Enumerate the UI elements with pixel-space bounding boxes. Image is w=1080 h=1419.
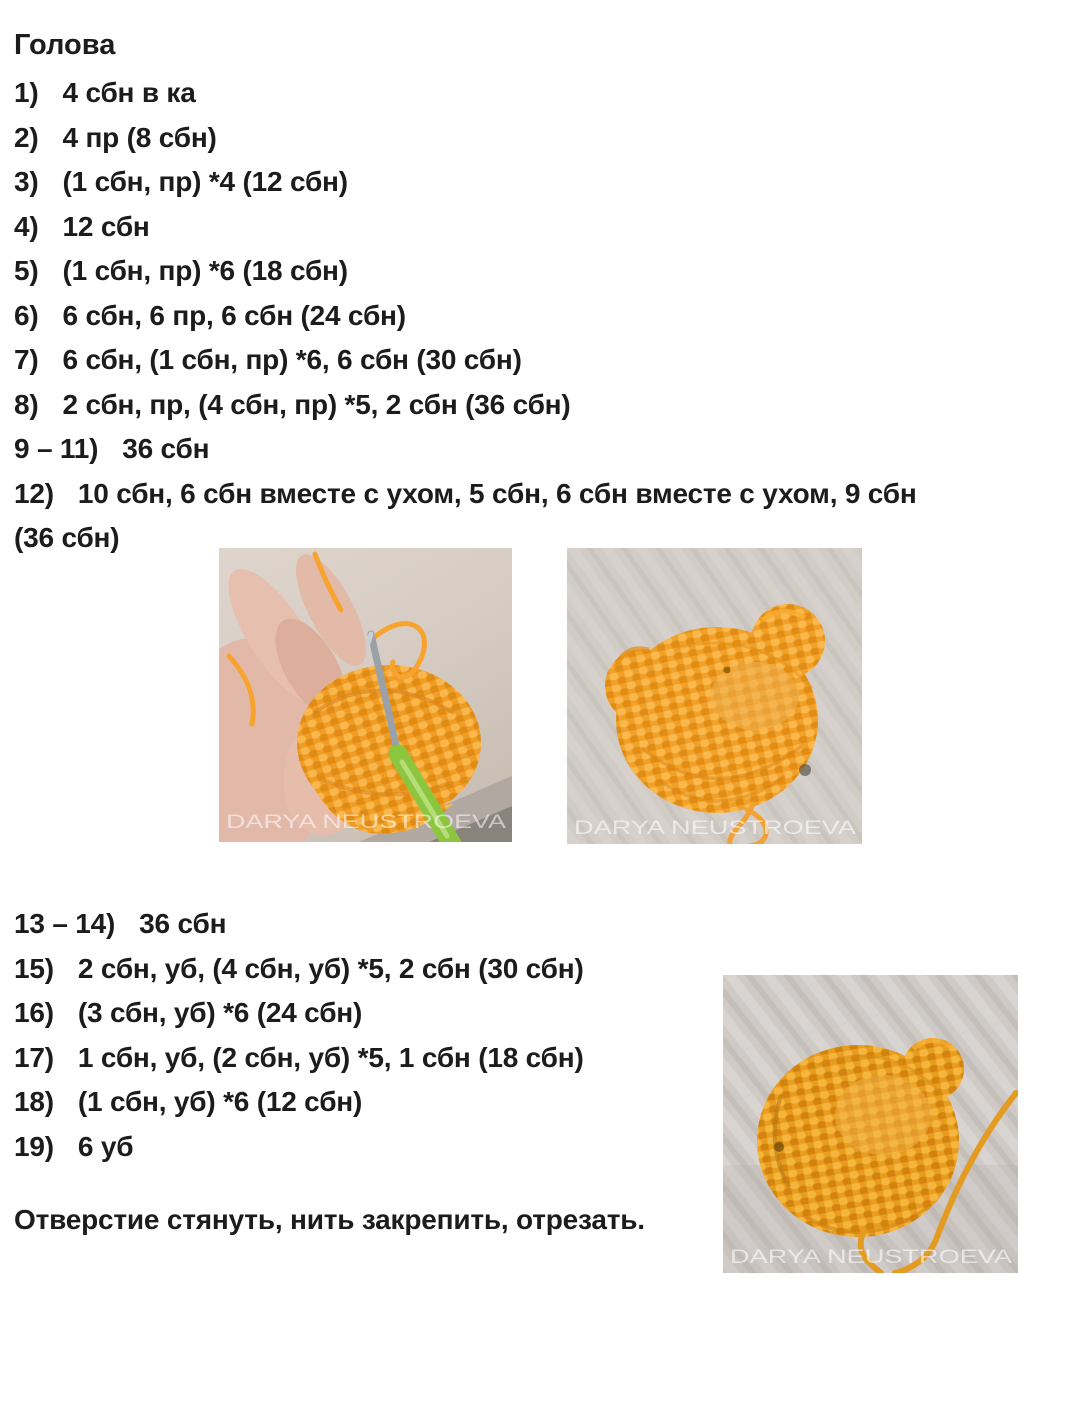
watermark-text: DARYA NEUSTROEVA [730,1247,1013,1268]
instructions-block-1 [14,22,1068,561]
instruction-row [14,71,1068,116]
instruction-row [14,902,1068,947]
row-text: (1 сбн, уб) *6 (12 сбн) [77,1086,363,1117]
instruction-row [14,383,1068,428]
row-text: 36 сбн [122,433,210,464]
row-text: (3 сбн, уб) *6 (24 сбн) [77,997,363,1028]
row-number: 1) [14,77,39,108]
row-text: (1 сбн, пр) *4 (12 сбн) [62,166,348,197]
page-title: Голова [14,29,116,61]
row-text: 10 сбн, 6 сбн вместе с ухом, 5 сбн, 6 сбн вместе с ухом, 9 сбн [77,477,917,509]
instruction-row [14,472,1068,517]
highlight [835,1075,931,1155]
row-number: 12) [14,477,54,509]
row-number: 8) [14,388,39,420]
photo-head-closed [723,975,1018,1273]
photo-head-with-ears [567,548,862,844]
muzzle-highlight [711,662,799,730]
row-number: 6) [14,299,39,331]
row-text: 4 пр (8 сбн) [62,121,217,153]
instruction-row [14,160,1068,205]
row-number: 13 – 14) [14,908,116,939]
instruction-row [14,116,1068,161]
instruction-row [14,294,1068,339]
row-number: 7) [14,344,39,375]
watermark-text: DARYA NEUSTROEVA [226,812,507,833]
row-number: 16) [14,997,54,1028]
closing-note: Отверстие стянуть, нить закрепить, отрезать. [14,1204,645,1235]
row-number: 15) [14,952,54,984]
row-number: 19) [14,1130,54,1162]
row-number: 5) [14,255,39,286]
instruction-row [14,338,1068,383]
row-number: 17) [14,1041,54,1073]
row-text: 2 сбн, уб, (4 сбн, уб) *5, 2 сбн (30 сбн) [77,952,584,984]
head-body [616,627,818,813]
stitch-hole [724,667,731,674]
instruction-row [14,427,1068,472]
row-number: 2) [14,121,39,153]
row-text: 2 сбн, пр, (4 сбн, пр) *5, 2 сбн (36 сбн) [62,388,571,420]
row-text: 12 сбн [62,210,150,242]
row-text: 4 сбн в ка [62,77,196,108]
instruction-row [14,249,1068,294]
instruction-row [14,205,1068,250]
photo-crocheting-hand [219,548,512,842]
row-number: 4) [14,210,39,242]
watermark-text: DARYA NEUSTROEVA [574,818,857,839]
row-text: 6 сбн, 6 пр, 6 сбн (24 сбн) [62,299,406,331]
row-number: 18) [14,1086,54,1117]
row-text: 6 уб [77,1130,134,1162]
row-number: 3) [14,166,39,197]
row-text: 36 сбн [139,908,227,939]
row-text: 1 сбн, уб, (2 сбн, уб) *5, 1 сбн (18 сбн) [77,1041,584,1073]
instruction-row-wrap: (36 сбн) [14,522,120,553]
dark-spot [774,1142,784,1152]
row-text: (1 сбн, пр) *6 (18 сбн) [62,255,348,286]
row-text: 6 сбн, (1 сбн, пр) *6, 6 сбн (30 сбн) [62,344,522,375]
row-number: 9 – 11) [14,433,99,464]
dark-spot [799,764,811,776]
